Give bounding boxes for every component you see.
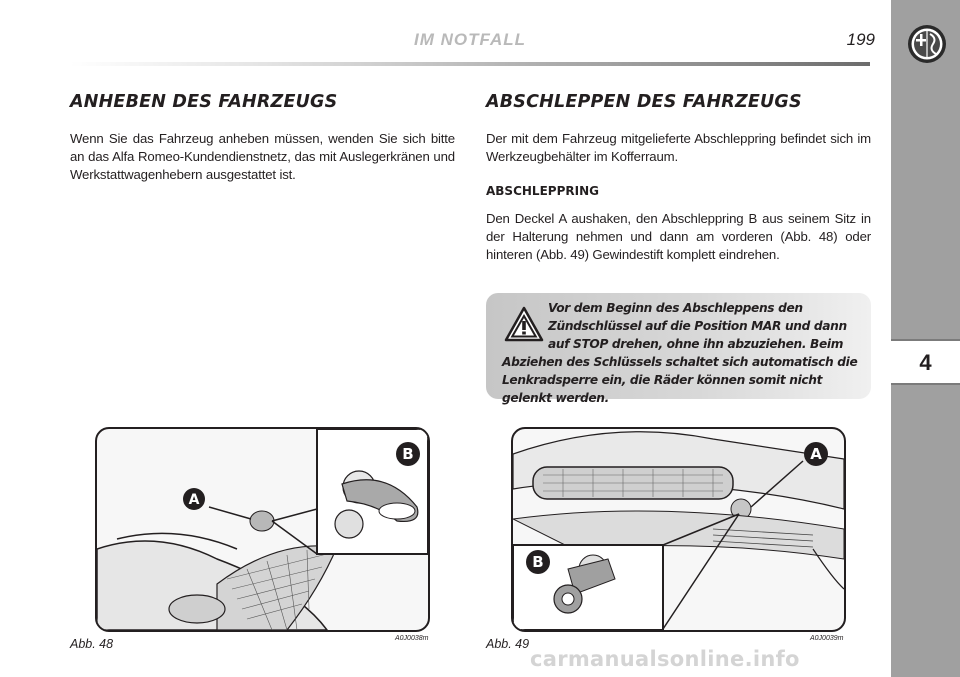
figure-48 [95,427,430,632]
paragraph-abschleppring: Den Deckel A aushaken, den Abschleppring B aus seinem Sitz in der Halterung nehmen und dann am vorderen (Abb. 48) oder hinteren (Abb. 49) Gewindestift komplett eindrehen. [486,211,871,262]
label-b-text: B [532,553,544,571]
figure-48-illustration [97,429,428,630]
heading-abschleppen: ABSCHLEPPEN DES FAHRZEUGS [486,92,802,112]
figure-48-caption: Abb. 48 [70,637,114,651]
watermark: carmanualsonline.info [530,647,800,671]
running-header-title: IM NOTFALL [414,30,526,49]
warning-box [486,293,871,405]
warning-text-content: Vor dem Beginn des Abschleppens den Zündschlüssel auf die Position MAR und dann auf STOP drehen, ohne ihn abzuziehen. Beim Abziehen des Schlüssels schaltet sich automatisch die Lenkradsperre ein, die Räder können somit nicht gelenkt werden. [502,301,858,405]
label-b-badge [525,549,551,575]
figure-49-code: A0J0039m [810,635,844,642]
label-b-text: B [402,445,414,463]
label-a-text: A [188,492,200,508]
paragraph-anheben: Wenn Sie das Fahrzeug anheben müssen, wenden Sie sich bitte an das Alfa Romeo-Kundendienstnetz, das mit Auslegerkränen und Werkstattwagenhebern ausgestattet ist. [70,131,455,182]
figure-49-illustration [513,429,844,630]
label-a-text: A [810,445,822,463]
figure-48-code: A0J0038m [395,635,429,642]
alfa-romeo-logo-icon [907,24,947,64]
warning-text [502,299,858,407]
header-rule [70,62,870,66]
heading-anheben: ANHEBEN DES FAHRZEUGS [70,92,338,112]
label-b-badge [395,441,421,467]
chapter-number: 4 [919,350,932,375]
label-a-badge [182,487,206,511]
figure-49 [511,427,846,632]
page-number: 199 [846,30,875,49]
label-a-badge [803,441,829,467]
paragraph-abschleppen: Der mit dem Fahrzeug mitgelieferte Abschleppring befindet sich im Werkzeugbehälter im Kofferraum. [486,131,871,164]
figure-49-caption: Abb. 49 [486,637,530,651]
subheading-abschleppring: ABSCHLEPPRING [486,184,599,198]
chapter-tab[interactable] [891,339,960,385]
